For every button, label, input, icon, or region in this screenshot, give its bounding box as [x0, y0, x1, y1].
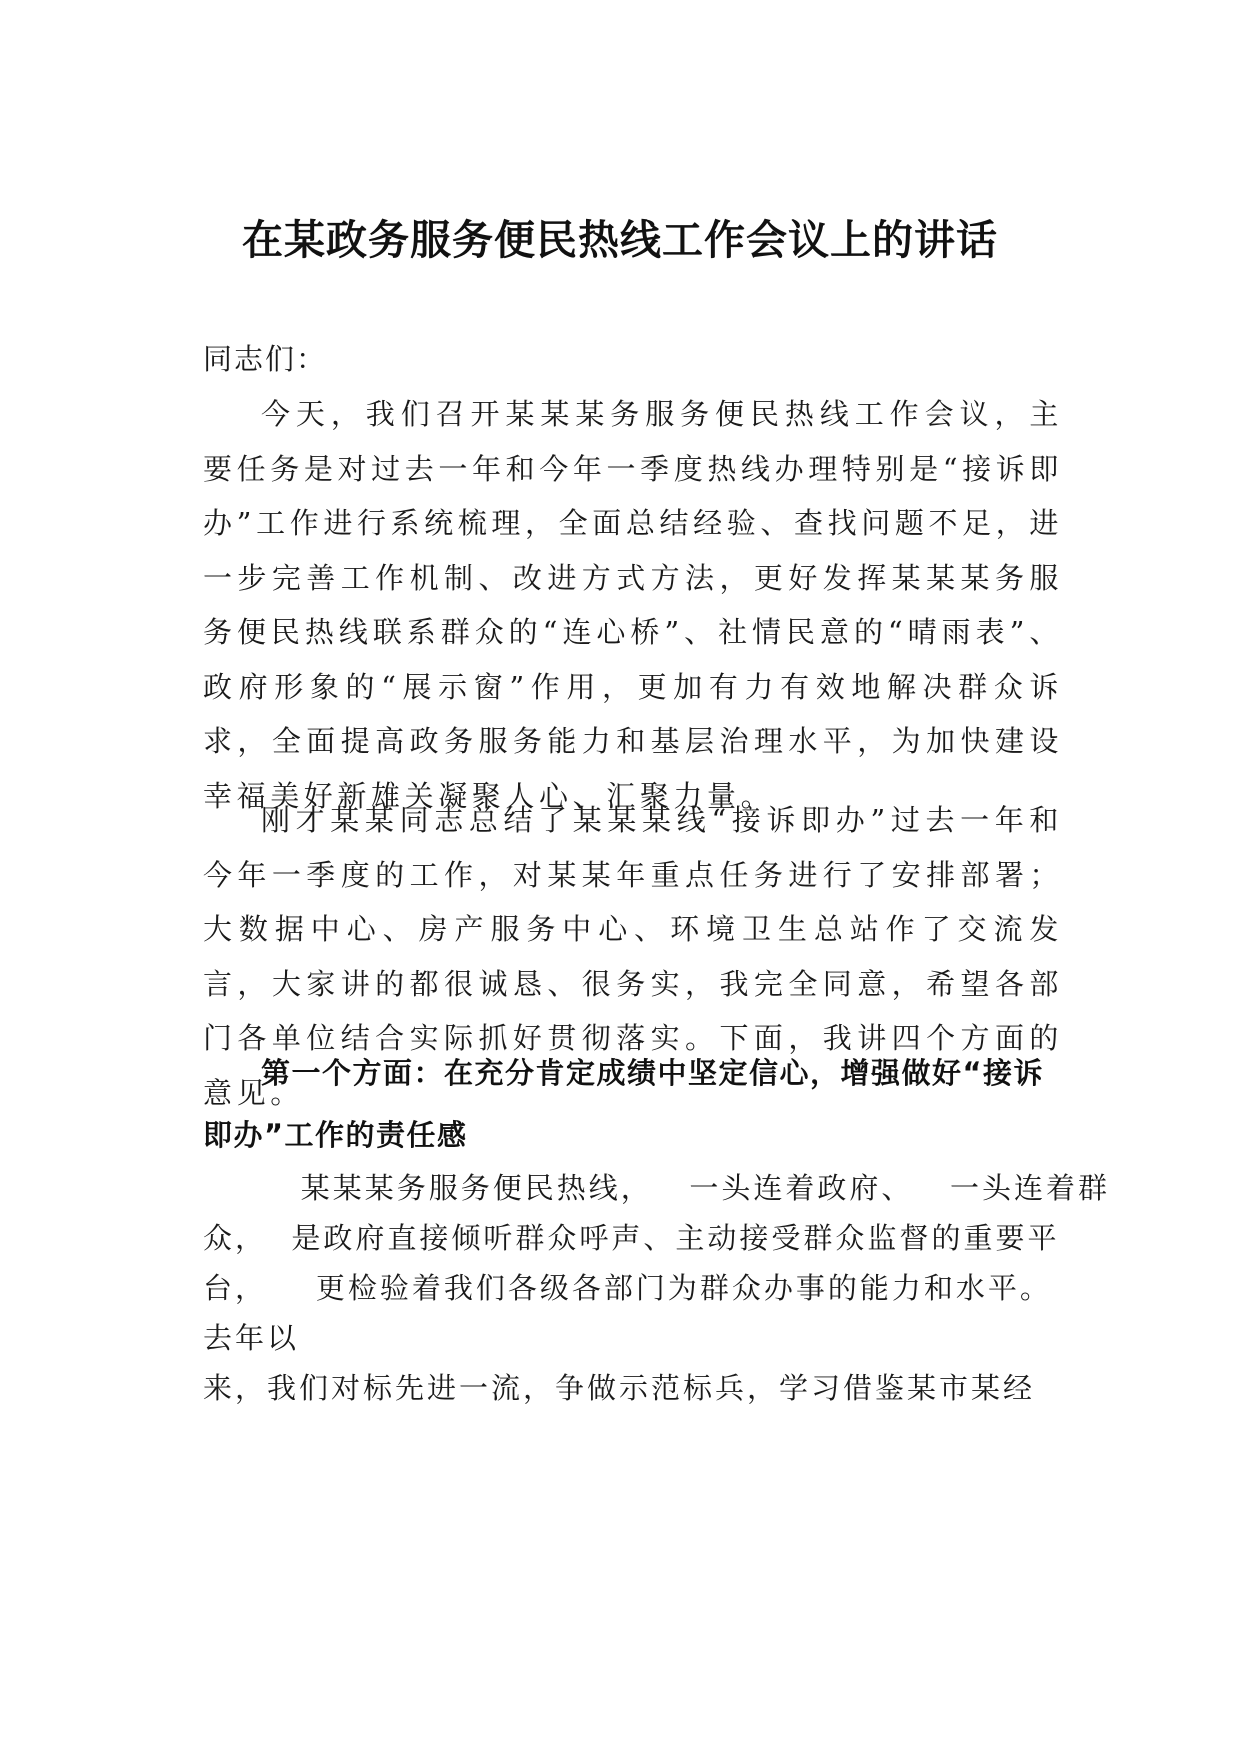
section-paragraph [203, 1163, 1111, 1413]
paragraph-summary: 刚才某某同志总结了某某某线“接诉即办”过去一年和今年一季度的工作，对某某年重点任务进行了安排部署；大数据中心、房产服务中心、环境卫生总站作了交流发言，大家讲的都很诚恳、很务实，我完全同意，希望各部门各单位结合实际抓好贯彻落实。下面，我讲四个方面的意见。 [203, 803, 1063, 1110]
section-line: 众， 是政府直接倾听群众呼声、主动接受群众监督的重要平 [203, 1221, 1060, 1255]
section-line: 台， 更检验着我们各级各部门为群众办事的能力和水平。 [203, 1271, 1052, 1305]
section-line: 来，我们对标先进一流，争做示范标兵，学习借鉴某市某经 [203, 1371, 1036, 1405]
salutation: 同志们： [203, 342, 328, 376]
section-line: 某某某务服务便民热线， 一头连着政府、 一头连着群 [203, 1171, 1111, 1205]
section-line: 去年以 [203, 1321, 300, 1355]
paragraph-opening: 今天，我们召开某某某务服务便民热线工作会议，主要任务是对过去一年和今年一季度热线办理特别是“接诉即办”工作进行系统梳理，全面总结经验、查找问题不足，进一步完善工作机制、改进方式方法，更好发挥某某某务服务便民热线联系群众的“连心桥”、社情民意的“晴雨表”、政府形象的“展示窗”作用，更加有力有效地解决群众诉求，全面提高政务服务能力和基层治理水平，为加快建设幸福美好新雄关凝聚人心、汇聚力量。 [203, 397, 1063, 813]
section-heading: 第一个方面：在充分肯定成绩中坚定信心，增强做好“接诉即办”工作的责任感 [203, 1056, 1045, 1152]
document-title: 在某政务服务便民热线工作会议上的讲话 [242, 216, 998, 264]
